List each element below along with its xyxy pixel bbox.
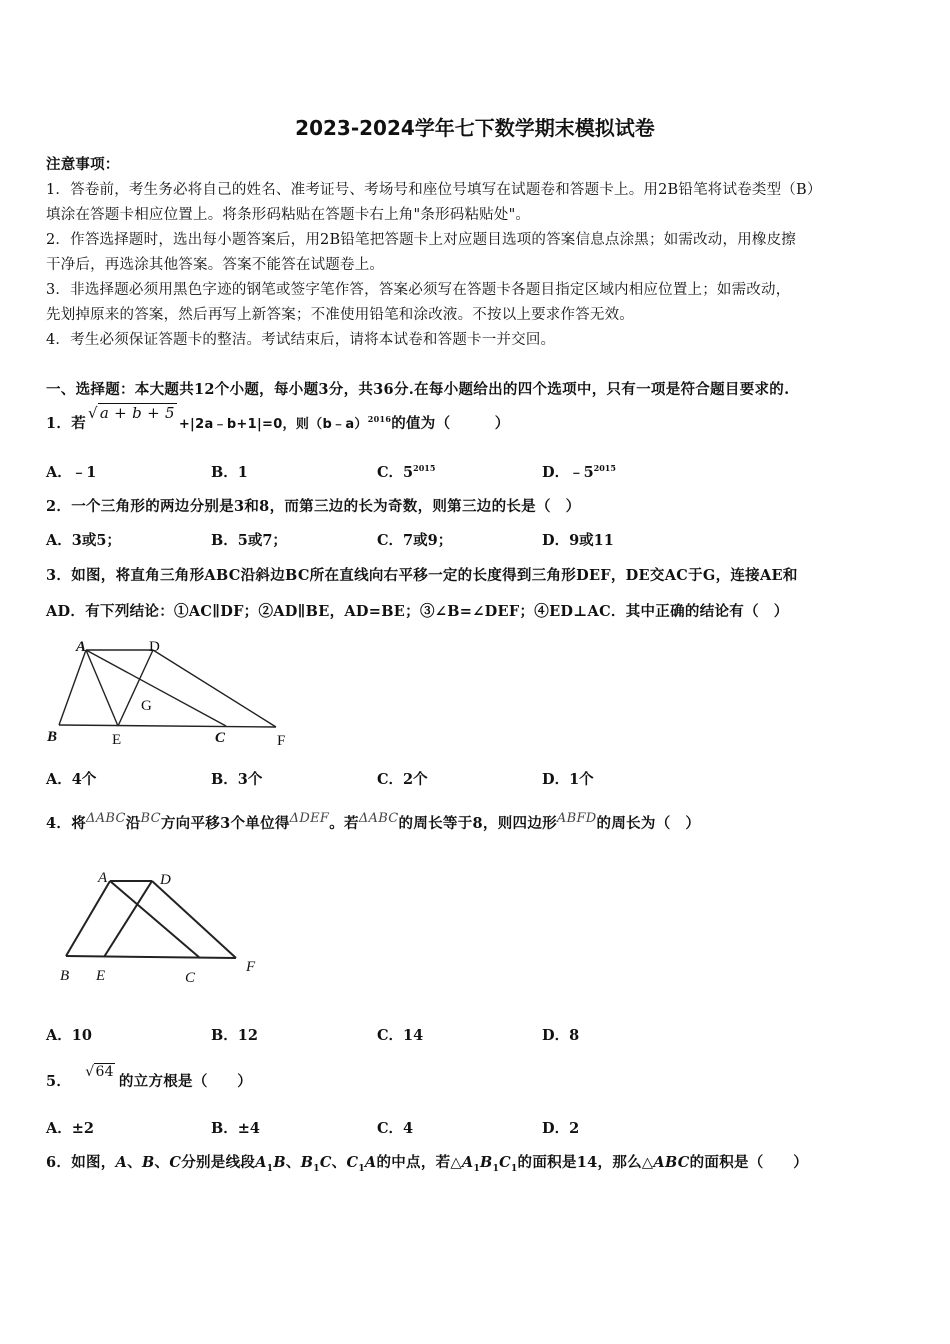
note-1a: 1．答卷前，考生务必将自己的姓名、准考证号、考场号和座位号填写在试题卷和答题卡上。用2B铅笔将试卷类型（B） <box>46 182 822 198</box>
question-3-line2: AD．有下列结论：①AC∥DF；②AD∥BE，AD=BE；③∠B=∠DEF；④ED⊥AC．其中正确的结论有（ ） <box>46 603 789 620</box>
q3-figure <box>44 636 294 751</box>
page-title: 2023-2024学年七下数学期末模拟试卷 <box>295 116 655 140</box>
sqrt-expression: √ a + b + 5 <box>88 404 175 422</box>
section-heading: 一、选择题：本大题共12个小题，每小题3分，共36分.在每小题给出的四个选项中，只有一项是符合题目要求的. <box>46 381 790 398</box>
label-b: B <box>60 968 70 984</box>
label-a: A <box>76 639 87 655</box>
q5-option-b[interactable]: B．±4 <box>211 1120 260 1137</box>
notes-heading: 注意事项： <box>46 156 120 173</box>
note-1b: 填涂在答题卡相应位置上。将条形码粘贴在答题卡右上角"条形码粘贴处"。 <box>46 207 531 223</box>
label-d: D <box>160 872 171 888</box>
q3-option-c[interactable]: C．2个 <box>377 771 428 788</box>
q1-option-d[interactable]: D．$﹣5^{2015}$ <box>542 463 616 481</box>
q2-option-c[interactable]: C．7或9； <box>377 532 453 549</box>
q4-option-d[interactable]: D．8 <box>542 1027 580 1044</box>
label-b: B <box>47 729 58 745</box>
note-3a: 3．非选择题必须用黑色字迹的钢笔或签字笔作答，答案必须写在答题卡各题目指定区域内相应位置上；如需改动， <box>46 282 791 298</box>
q1-option-c[interactable]: C．$5^{2015}$ <box>377 463 436 481</box>
label-f: F <box>246 959 256 975</box>
q1-option-a[interactable]: A．﹣1 <box>46 464 97 481</box>
q2-option-d[interactable]: D．9或11 <box>542 532 614 549</box>
q4-option-b[interactable]: B．12 <box>211 1027 258 1044</box>
note-2a: 2．作答选择题时，选出每小题答案后，用2B铅笔把答题卡上对应题目选项的答案信息点涂黑；如需改动，用橡皮擦 <box>46 232 797 248</box>
label-e: E <box>96 968 106 984</box>
q5-option-c[interactable]: C．4 <box>377 1120 414 1137</box>
question-2-stem: 2．一个三角形的两边分别是3和8，而第三边的长为奇数，则第三边的长是（ ） <box>46 498 581 515</box>
question-1-stem: 1．若√ a + b + 5+|2a﹣b+1|=0，则（b﹣a）$^{2016}$的值为（ ） <box>46 404 510 432</box>
q5-option-d[interactable]: D．2 <box>542 1120 580 1137</box>
q4-option-a[interactable]: A．10 <box>46 1027 92 1044</box>
label-a: A <box>98 870 108 886</box>
q3-option-d[interactable]: D．1个 <box>542 771 594 788</box>
sqrt-expression: √64 <box>85 1064 114 1080</box>
label-d: D <box>149 639 160 655</box>
q5-option-a[interactable]: A．±2 <box>46 1120 94 1137</box>
q1-option-b[interactable]: B．1 <box>211 464 248 481</box>
note-2b: 干净后，再选涂其他答案。答案不能答在试题卷上。 <box>46 257 385 273</box>
label-c: C <box>185 970 196 986</box>
q4-figure <box>50 862 270 992</box>
note-3b: 先划掉原来的答案，然后再写上新答案；不准使用铅笔和涂改液。不按以上要求作答无效。 <box>46 307 634 323</box>
question-3-line1: 3．如图，将直角三角形ABC沿斜边BC所在直线向右平移一定的长度得到三角形DEF，DE交AC于G，连接AE和 <box>46 567 798 584</box>
label-e: E <box>112 732 122 748</box>
question-6-stem: 6．如图，A、B、C分别是线段$A_1B$、$B_1C$、$C_1A$的中点，若$\triangle A_1B_1C_1$的面积是14，那么△ABC的面积是（ ） <box>46 1154 809 1174</box>
q2-option-b[interactable]: B．5或7； <box>211 532 287 549</box>
q3-option-b[interactable]: B．3个 <box>211 771 263 788</box>
q4-option-c[interactable]: C．14 <box>377 1027 424 1044</box>
label-g: G <box>141 698 152 714</box>
q2-option-a[interactable]: A．3或5； <box>46 532 121 549</box>
note-4: 4．考生必须保证答题卡的整洁。考试结束后，请将本试卷和答题卡一并交回。 <box>46 332 556 348</box>
question-4-stem: 4．将ΔABC沿BC方向平移3个单位得ΔDEF。若ΔABC的周长等于8，则四边形ABFD的周长为（ ） <box>46 811 701 832</box>
label-c: C <box>215 730 226 746</box>
q3-option-a[interactable]: A．4个 <box>46 771 97 788</box>
question-5-stem: 5．√64的立方根是（ ） <box>46 1064 253 1090</box>
label-f: F <box>277 733 286 749</box>
